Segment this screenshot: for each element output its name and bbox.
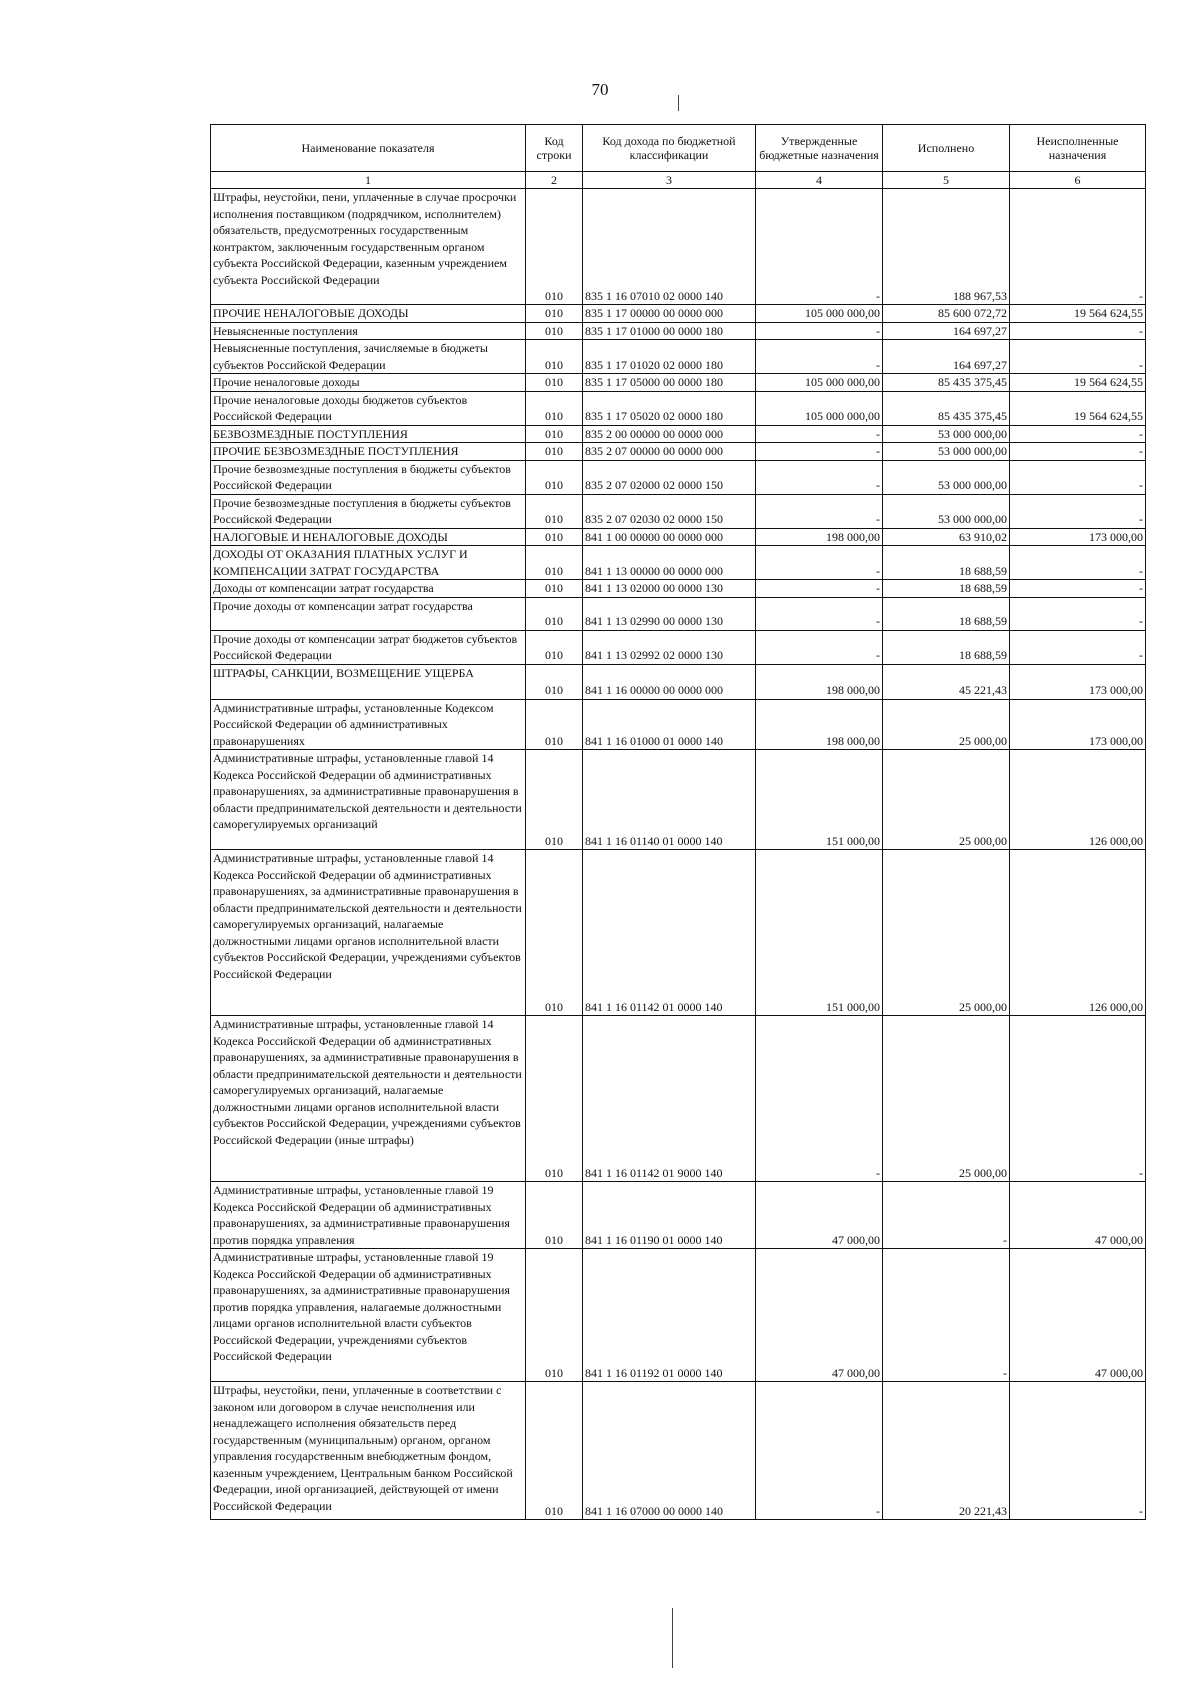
row-executed: - — [883, 1182, 1010, 1249]
table-body — [211, 189, 1146, 1520]
row-approved: 105 000 000,00 — [756, 374, 883, 392]
column-number: 1 — [211, 172, 526, 189]
row-name: Невыясненные поступления — [211, 322, 526, 340]
row-income-code: 835 1 17 05020 02 0000 180 — [583, 391, 756, 425]
table-row — [211, 340, 1146, 374]
row-executed: 18 688,59 — [883, 546, 1010, 580]
row-executed: 53 000 000,00 — [883, 443, 1010, 461]
row-unexecuted: - — [1010, 340, 1146, 374]
row-executed: 85 435 375,45 — [883, 391, 1010, 425]
row-income-code: 841 1 16 01140 01 0000 140 — [583, 750, 756, 850]
table-row — [211, 699, 1146, 750]
table-row — [211, 850, 1146, 1016]
row-unexecuted: - — [1010, 189, 1146, 305]
column-number-row — [211, 172, 1146, 189]
row-line-code: 010 — [526, 460, 583, 494]
row-approved: 151 000,00 — [756, 850, 883, 1016]
table-row — [211, 630, 1146, 664]
column-number: 4 — [756, 172, 883, 189]
row-executed: 53 000 000,00 — [883, 460, 1010, 494]
row-income-code: 835 1 17 05000 00 0000 180 — [583, 374, 756, 392]
row-unexecuted: - — [1010, 460, 1146, 494]
row-executed: 18 688,59 — [883, 630, 1010, 664]
row-unexecuted: - — [1010, 597, 1146, 630]
header-row — [211, 125, 1146, 172]
row-unexecuted: - — [1010, 425, 1146, 443]
row-line-code: 010 — [526, 391, 583, 425]
row-name: Доходы от компенсации затрат государства — [211, 580, 526, 598]
row-income-code: 841 1 00 00000 00 0000 000 — [583, 528, 756, 546]
row-name: ПРОЧИЕ НЕНАЛОГОВЫЕ ДОХОДЫ — [211, 305, 526, 323]
row-approved: - — [756, 322, 883, 340]
row-approved: 47 000,00 — [756, 1182, 883, 1249]
row-name: Административные штрафы, установленные главой 19 Кодекса Российской Федерации об административных правонарушениях, за административные правонарушения против порядка управления, налагаемые должностными лицами органов исполнительной власти субъектов Российской Федерации, учреждениями субъектов Российской Федерации — [211, 1249, 526, 1382]
row-unexecuted: 173 000,00 — [1010, 664, 1146, 699]
header-approved: Утвержденные бюджетные назначения — [756, 125, 883, 172]
row-unexecuted: - — [1010, 322, 1146, 340]
row-line-code: 010 — [526, 322, 583, 340]
scan-mark-top — [678, 95, 679, 111]
row-income-code: 835 1 17 00000 00 0000 000 — [583, 305, 756, 323]
row-income-code: 841 1 16 00000 00 0000 000 — [583, 664, 756, 699]
row-approved: - — [756, 630, 883, 664]
row-line-code: 010 — [526, 425, 583, 443]
row-name: Административные штрафы, установленные главой 14 Кодекса Российской Федерации об административных правонарушениях, за административные правонарушения в области предпринимательской деятельности и деятельности саморегулируемых организаций — [211, 750, 526, 850]
row-income-code: 841 1 13 02000 00 0000 130 — [583, 580, 756, 598]
row-name: Административные штрафы, установленные Кодексом Российской Федерации об административных правонарушениях — [211, 699, 526, 750]
row-line-code: 010 — [526, 850, 583, 1016]
row-name: Прочие безвозмездные поступления в бюджеты субъектов Российской Федерации — [211, 494, 526, 528]
row-name: Прочие доходы от компенсации затрат государства — [211, 597, 526, 630]
row-unexecuted: - — [1010, 494, 1146, 528]
table-row — [211, 494, 1146, 528]
row-line-code: 010 — [526, 580, 583, 598]
row-unexecuted: 47 000,00 — [1010, 1249, 1146, 1382]
row-name: Прочие неналоговые доходы бюджетов субъектов Российской Федерации — [211, 391, 526, 425]
table-row — [211, 528, 1146, 546]
row-line-code: 010 — [526, 528, 583, 546]
row-name: Административные штрафы, установленные главой 14 Кодекса Российской Федерации об административных правонарушениях, за административные правонарушения в области предпринимательской деятельности и деятельности саморегулируемых организаций, налагаемые должностными лицами органов исполнительной власти субъектов Российской Федерации, учреждениями субъектов Российской Федерации — [211, 850, 526, 1016]
table-row — [211, 580, 1146, 598]
row-unexecuted: 19 564 624,55 — [1010, 391, 1146, 425]
row-name: ДОХОДЫ ОТ ОКАЗАНИЯ ПЛАТНЫХ УСЛУГ И КОМПЕНСАЦИИ ЗАТРАТ ГОСУДАРСТВА — [211, 546, 526, 580]
header-income-code: Код дохода по бюджетной классификации — [583, 125, 756, 172]
row-income-code: 841 1 16 01192 01 0000 140 — [583, 1249, 756, 1382]
header-unexecuted: Неисполненные назначения — [1010, 125, 1146, 172]
table-row — [211, 664, 1146, 699]
row-unexecuted: - — [1010, 443, 1146, 461]
row-line-code: 010 — [526, 494, 583, 528]
row-name: БЕЗВОЗМЕЗДНЫЕ ПОСТУПЛЕНИЯ — [211, 425, 526, 443]
table-row — [211, 750, 1146, 850]
row-line-code: 010 — [526, 597, 583, 630]
row-income-code: 835 1 16 07010 02 0000 140 — [583, 189, 756, 305]
row-approved: - — [756, 1382, 883, 1520]
row-executed: 25 000,00 — [883, 850, 1010, 1016]
row-name: Штрафы, неустойки, пени, уплаченные в соответствии с законом или договором в случае неисполнения или ненадлежащего исполнения обязательств перед государственным (муниципальным) органом, органом управления государственным внебюджетным фондом, казенным учреждением, Центральным банком Российской Федерации, иной организацией, действующей от имени Российской Федерации — [211, 1382, 526, 1520]
row-executed: 25 000,00 — [883, 699, 1010, 750]
row-executed: 25 000,00 — [883, 750, 1010, 850]
row-approved: - — [756, 460, 883, 494]
row-unexecuted: 173 000,00 — [1010, 699, 1146, 750]
row-income-code: 835 2 07 02000 02 0000 150 — [583, 460, 756, 494]
row-executed: 188 967,53 — [883, 189, 1010, 305]
row-unexecuted: - — [1010, 1016, 1146, 1182]
row-line-code: 010 — [526, 305, 583, 323]
row-approved: - — [756, 597, 883, 630]
row-income-code: 835 2 00 00000 00 0000 000 — [583, 425, 756, 443]
row-executed: 25 000,00 — [883, 1016, 1010, 1182]
table-row — [211, 189, 1146, 305]
row-line-code: 010 — [526, 340, 583, 374]
row-executed: 63 910,02 — [883, 528, 1010, 546]
row-executed: 164 697,27 — [883, 340, 1010, 374]
row-executed: 164 697,27 — [883, 322, 1010, 340]
row-line-code: 010 — [526, 189, 583, 305]
row-approved: - — [756, 580, 883, 598]
row-name: ШТРАФЫ, САНКЦИИ, ВОЗМЕЩЕНИЕ УЩЕРБА — [211, 664, 526, 699]
table-row — [211, 322, 1146, 340]
row-unexecuted: - — [1010, 580, 1146, 598]
row-line-code: 010 — [526, 630, 583, 664]
row-income-code: 841 1 13 02990 00 0000 130 — [583, 597, 756, 630]
row-approved: - — [756, 443, 883, 461]
row-approved: 198 000,00 — [756, 528, 883, 546]
column-number: 3 — [583, 172, 756, 189]
row-income-code: 841 1 16 07000 00 0000 140 — [583, 1382, 756, 1520]
row-approved: - — [756, 494, 883, 528]
row-name: Прочие неналоговые доходы — [211, 374, 526, 392]
row-line-code: 010 — [526, 1382, 583, 1520]
column-number: 5 — [883, 172, 1010, 189]
row-unexecuted: - — [1010, 1382, 1146, 1520]
header-executed: Исполнено — [883, 125, 1010, 172]
header-line-code: Код строки — [526, 125, 583, 172]
budget-execution-table — [210, 124, 1146, 1520]
row-unexecuted: 126 000,00 — [1010, 850, 1146, 1016]
row-approved: - — [756, 189, 883, 305]
row-income-code: 841 1 16 01142 01 9000 140 — [583, 1016, 756, 1182]
row-executed: 85 600 072,72 — [883, 305, 1010, 323]
row-approved: 198 000,00 — [756, 664, 883, 699]
row-name: НАЛОГОВЫЕ И НЕНАЛОГОВЫЕ ДОХОДЫ — [211, 528, 526, 546]
row-unexecuted: 47 000,00 — [1010, 1182, 1146, 1249]
row-executed: 20 221,43 — [883, 1382, 1010, 1520]
table-row — [211, 460, 1146, 494]
row-name: Прочие безвозмездные поступления в бюджеты субъектов Российской Федерации — [211, 460, 526, 494]
row-approved: - — [756, 546, 883, 580]
row-name: ПРОЧИЕ БЕЗВОЗМЕЗДНЫЕ ПОСТУПЛЕНИЯ — [211, 443, 526, 461]
row-income-code: 841 1 16 01000 01 0000 140 — [583, 699, 756, 750]
row-income-code: 841 1 16 01142 01 0000 140 — [583, 850, 756, 1016]
row-line-code: 010 — [526, 699, 583, 750]
table-row — [211, 374, 1146, 392]
column-number: 6 — [1010, 172, 1146, 189]
row-approved: - — [756, 425, 883, 443]
row-approved: 151 000,00 — [756, 750, 883, 850]
row-income-code: 841 1 13 02992 02 0000 130 — [583, 630, 756, 664]
row-income-code: 841 1 13 00000 00 0000 000 — [583, 546, 756, 580]
row-approved: 105 000 000,00 — [756, 305, 883, 323]
row-income-code: 835 2 07 02030 02 0000 150 — [583, 494, 756, 528]
row-name: Прочие доходы от компенсации затрат бюджетов субъектов Российской Федерации — [211, 630, 526, 664]
row-executed: 53 000 000,00 — [883, 425, 1010, 443]
header-indicator-name: Наименование показателя — [211, 125, 526, 172]
page-number: 70 — [591, 80, 609, 99]
row-executed: - — [883, 1249, 1010, 1382]
row-line-code: 010 — [526, 664, 583, 699]
row-income-code: 835 1 17 01000 00 0000 180 — [583, 322, 756, 340]
table-row — [211, 1382, 1146, 1520]
row-income-code: 835 1 17 01020 02 0000 180 — [583, 340, 756, 374]
row-name: Административные штрафы, установленные главой 14 Кодекса Российской Федерации об административных правонарушениях, за административные правонарушения в области предпринимательской деятельности и деятельности саморегулируемых организаций, налагаемые должностными лицами органов исполнительной власти субъектов Российской Федерации, учреждениями субъектов Российской Федерации (иные штрафы) — [211, 1016, 526, 1182]
row-approved: - — [756, 340, 883, 374]
row-line-code: 010 — [526, 1016, 583, 1182]
column-number: 2 — [526, 172, 583, 189]
row-approved: - — [756, 1016, 883, 1182]
row-executed: 18 688,59 — [883, 580, 1010, 598]
row-line-code: 010 — [526, 546, 583, 580]
table-row — [211, 305, 1146, 323]
row-unexecuted: 19 564 624,55 — [1010, 305, 1146, 323]
row-income-code: 841 1 16 01190 01 0000 140 — [583, 1182, 756, 1249]
table-row — [211, 425, 1146, 443]
table-row — [211, 546, 1146, 580]
row-line-code: 010 — [526, 1182, 583, 1249]
row-line-code: 010 — [526, 750, 583, 850]
table-row — [211, 391, 1146, 425]
row-name: Штрафы, неустойки, пени, уплаченные в случае просрочки исполнения поставщиком (подрядчиком, исполнителем) обязательств, предусмотренных государственным контрактом, заключенным государственным органом субъекта Российской Федерации, казенным учреждением субъекта Российской Федерации — [211, 189, 526, 305]
scan-mark-bottom — [672, 1608, 673, 1668]
row-unexecuted: - — [1010, 630, 1146, 664]
row-executed: 18 688,59 — [883, 597, 1010, 630]
row-unexecuted: 19 564 624,55 — [1010, 374, 1146, 392]
row-executed: 85 435 375,45 — [883, 374, 1010, 392]
row-name: Административные штрафы, установленные главой 19 Кодекса Российской Федерации об административных правонарушениях, за административные правонарушения против порядка управления — [211, 1182, 526, 1249]
table-row — [211, 597, 1146, 630]
row-approved: 105 000 000,00 — [756, 391, 883, 425]
table-row — [211, 443, 1146, 461]
row-line-code: 010 — [526, 374, 583, 392]
row-approved: 47 000,00 — [756, 1249, 883, 1382]
row-unexecuted: 173 000,00 — [1010, 528, 1146, 546]
row-income-code: 835 2 07 00000 00 0000 000 — [583, 443, 756, 461]
row-line-code: 010 — [526, 1249, 583, 1382]
row-line-code: 010 — [526, 443, 583, 461]
row-unexecuted: 126 000,00 — [1010, 750, 1146, 850]
row-executed: 53 000 000,00 — [883, 494, 1010, 528]
row-executed: 45 221,43 — [883, 664, 1010, 699]
row-approved: 198 000,00 — [756, 699, 883, 750]
row-unexecuted: - — [1010, 546, 1146, 580]
row-name: Невыясненные поступления, зачисляемые в бюджеты субъектов Российской Федерации — [211, 340, 526, 374]
table-row — [211, 1249, 1146, 1382]
table-row — [211, 1016, 1146, 1182]
table-row — [211, 1182, 1146, 1249]
